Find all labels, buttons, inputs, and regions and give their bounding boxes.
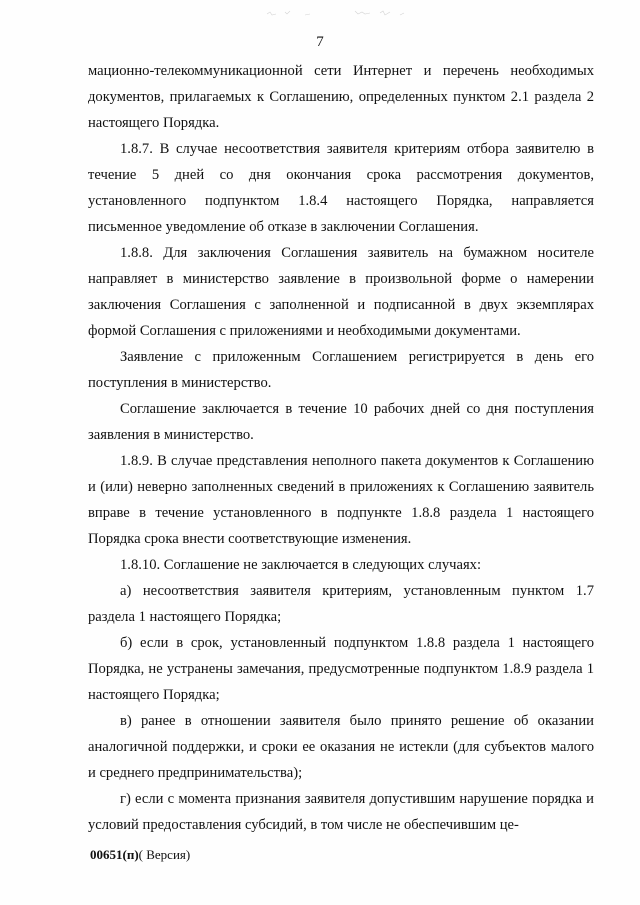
document-body (88, 58, 594, 838)
list-item-a: а) несоответствия заявителя критериям, установленным пунктом 1.7 раздела 1 настоящего Порядка; (88, 583, 594, 625)
document-code-footer (90, 847, 190, 863)
list-item-g: г) если с момента признания заявителя допустившим нарушение порядка и условий предоставления субсидий, в том числе не обеспечившим це- (88, 791, 594, 833)
document-code: 00651(п) (90, 847, 139, 862)
paragraph-1-8-9: 1.8.9. В случае представления неполного пакета документов к Соглашению и (или) неверно заполненных сведений в приложениях к Соглашению заявитель вправе в течение установленного в подпункте 1.8.8 раздела 1 настоящего Порядка срока внести соответствующие изменения. (88, 453, 594, 547)
scan-artifact (265, 6, 415, 20)
paragraph-1-8-10: 1.8.10. Соглашение не заключается в следующих случаях: (120, 557, 482, 573)
paragraph-1-8-8: 1.8.8. Для заключения Соглашения заявитель на бумажном носителе направляет в министерство заявление в произвольной форме о намерении заключения Соглашения с заполненной и подписанной в двух экземплярах формой Соглашения с приложениями и необходимыми документами. (88, 245, 594, 339)
list-item-v: в) ранее в отношении заявителя было принято решение об оказании аналогичной поддержки, и сроки ее оказания не истекли (для субъектов малого и среднего предпринимательства); (88, 713, 594, 781)
paragraph-registration: Заявление с приложенным Соглашением регистрируется в день его поступления в министерство. (88, 349, 594, 391)
page-number: 7 (316, 34, 324, 50)
document-version: ( Версия) (138, 847, 191, 862)
list-item-b: б) если в срок, установленный подпунктом 1.8.8 раздела 1 настоящего Порядка, не устранены замечания, предусмотренные подпунктом 1.8.9 раздела 1 настоящего Порядка; (88, 635, 594, 703)
paragraph-conclusion-term: Соглашение заключается в течение 10 рабочих дней со дня поступления заявления в министерство. (88, 401, 594, 443)
paragraph-continuation: мационно-телекоммуникационной сети Интернет и перечень необходимых документов, прилагаемых к Соглашению, определенных пунктом 2.1 раздела 2 настоящего Порядка. (88, 63, 594, 131)
paragraph-1-8-7: 1.8.7. В случае несоответствия заявителя критериям отбора заявителю в течение 5 дней со дня окончания срока рассмотрения документов, установленного подпунктом 1.8.4 настоящего Порядка, направляется письменное уведомление об отказе в заключении Соглашения. (88, 141, 594, 235)
